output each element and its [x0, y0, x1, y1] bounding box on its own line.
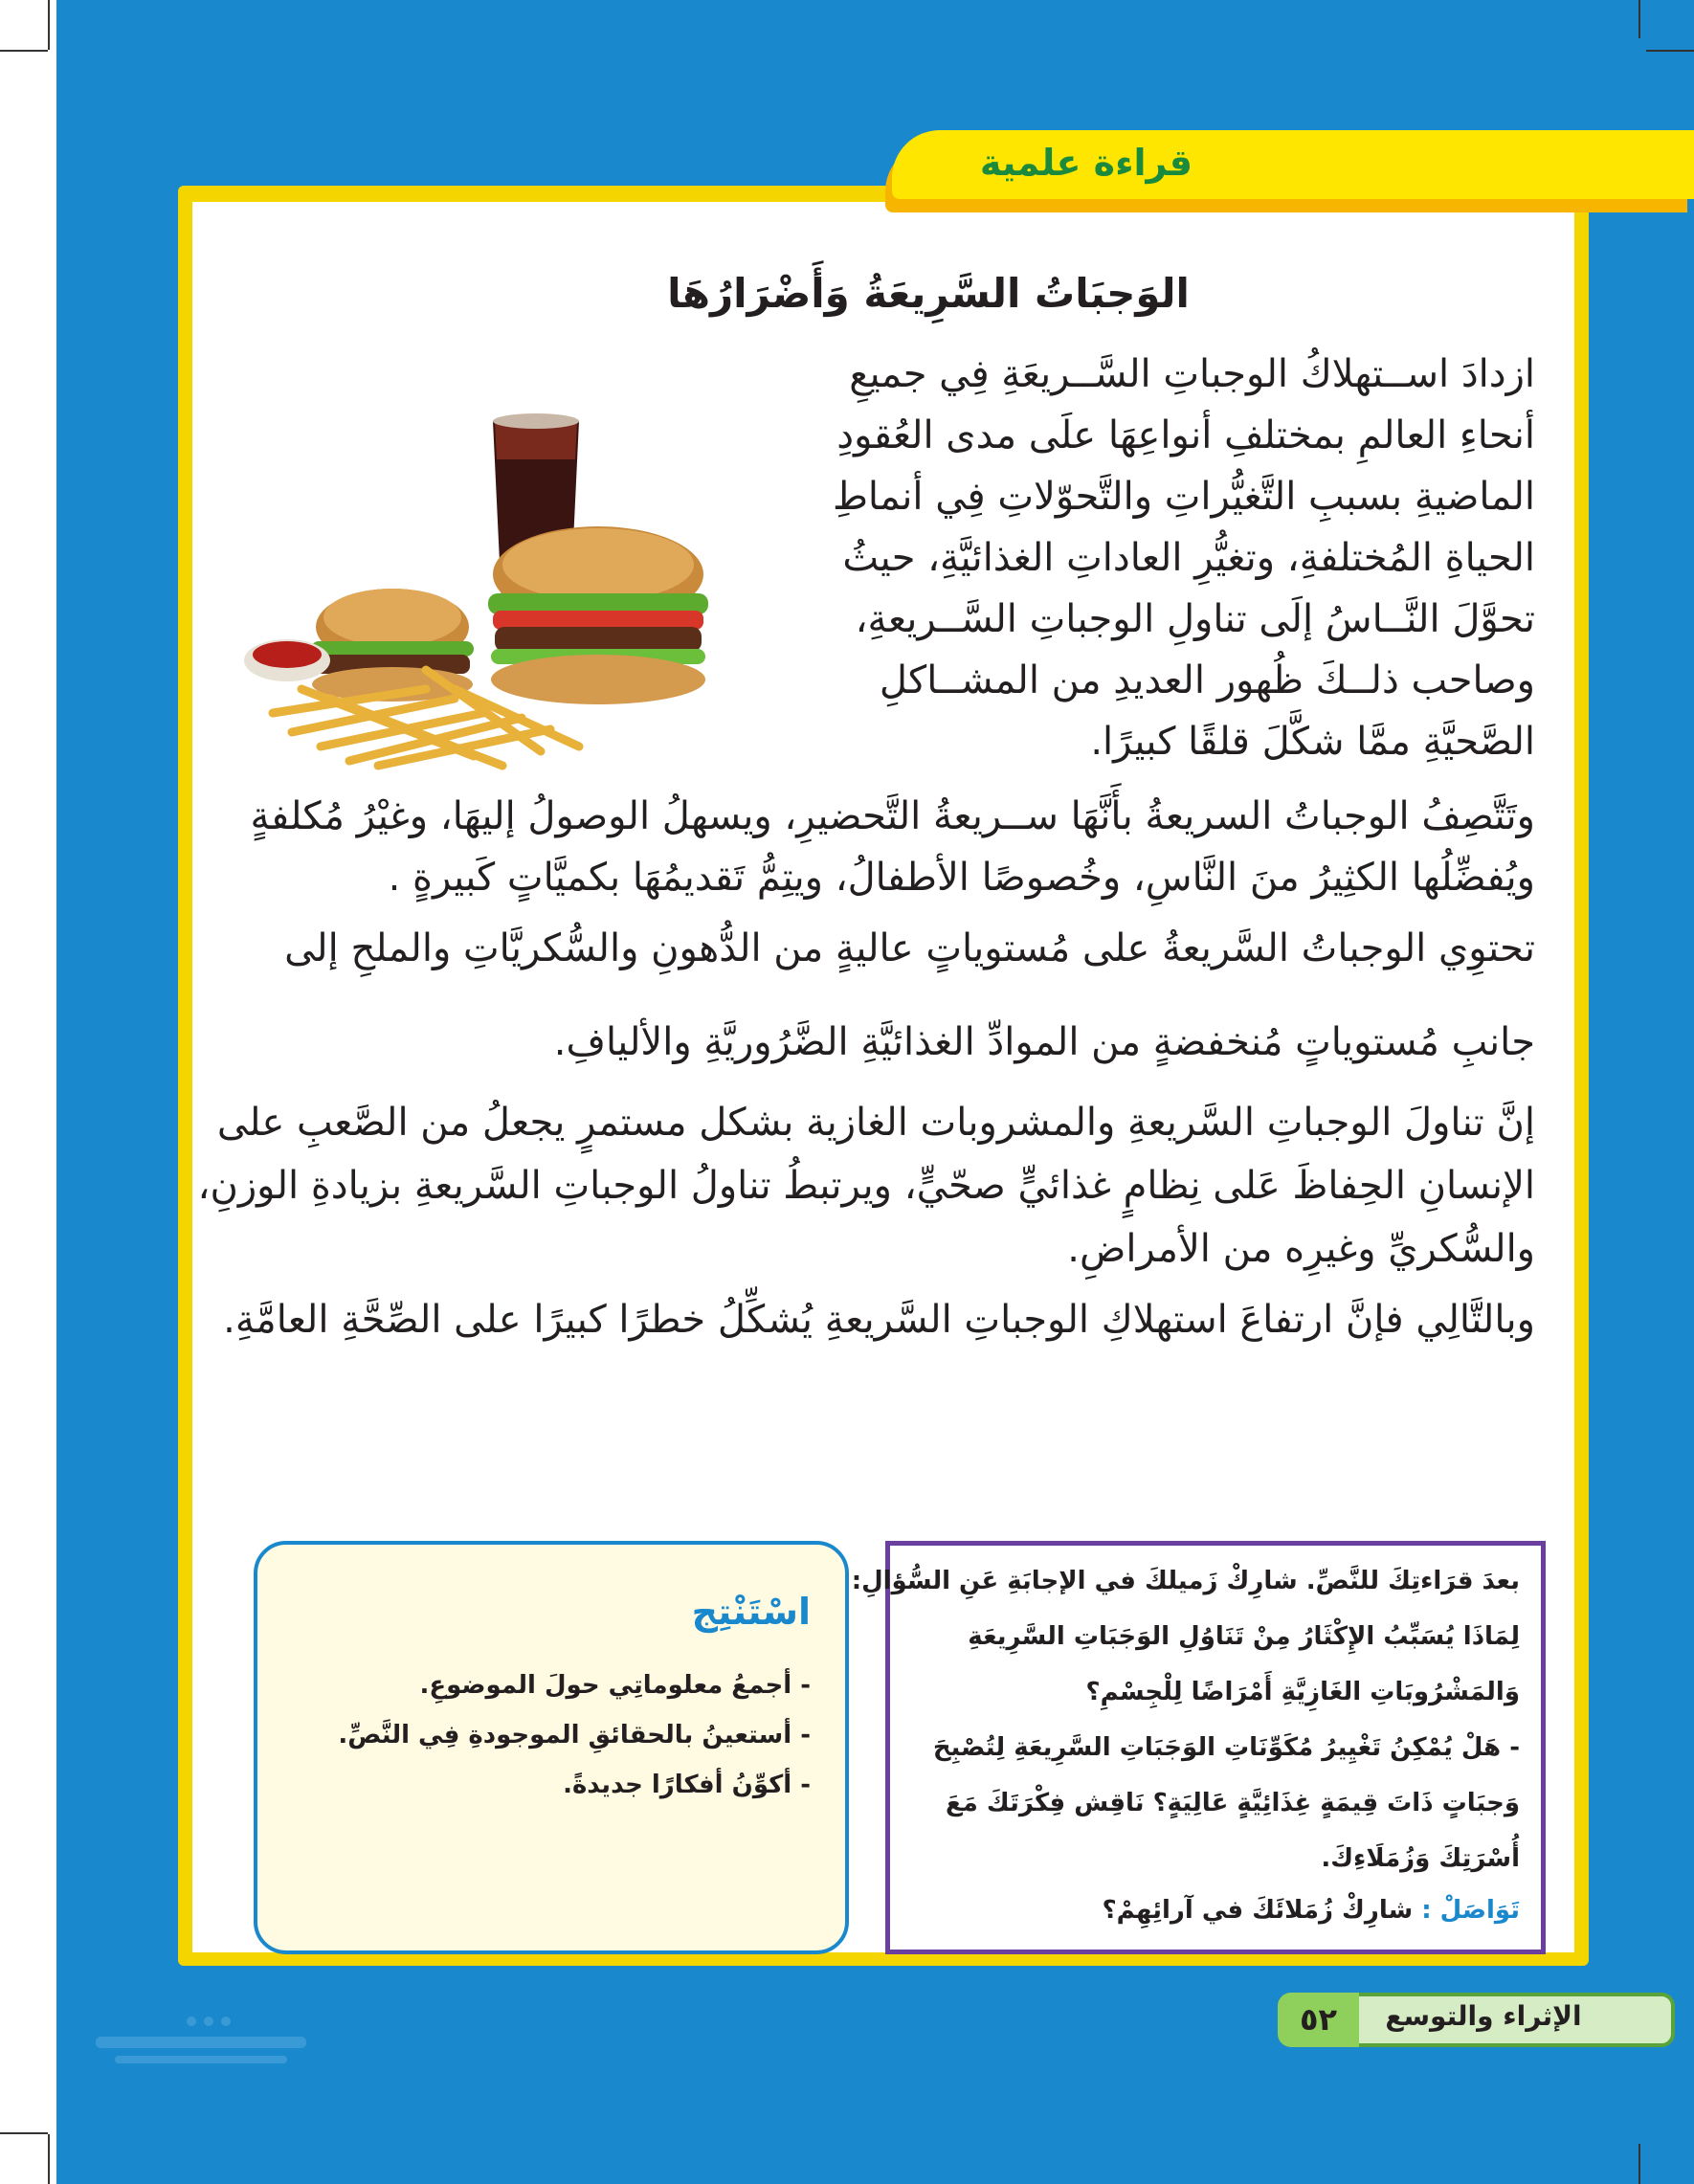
discuss-line: أُسْرَتِكَ وَزُمَلَاءِكَ.	[1321, 1844, 1520, 1873]
section-title: قراءة علمية	[979, 142, 1193, 184]
article-title: الوَجبَاتُ السَّرِيعَةُ وَأَضْرَارُهَا	[667, 270, 1190, 317]
crop-mark	[1638, 2144, 1640, 2184]
paragraph-line: وتَتَّصِفُ الوجباتُ السريعةُ بأَنَّهَا ســريعةُ التَّحضيرِ، ويسهلُ الوصولُ إليهَا، وغيْرُ مُكلفةٍ	[250, 794, 1535, 838]
discuss-line: لِمَاذَا يُسَبِّبُ الإِكْثَارُ مِنْ تَنَاوُلِ الوَجَبَاتِ السَّرِيعَةِ	[968, 1622, 1520, 1651]
conclude-item: - أكوِّنُ أفكارًا جديدةً.	[563, 1771, 811, 1799]
footer-label: الإثراء والتوسع	[1385, 2000, 1582, 2032]
discuss-line: - هَلْ يُمْكِنُ تَغْيِيرُ مُكَوِّنَاتِ الوَجَبَاتِ السَّرِيعَةِ لِتُصْبِحَ	[932, 1733, 1520, 1762]
crop-mark	[1638, 0, 1640, 38]
intro-line: الصَّحيَّةِ ممَّا شكَّلَ قلقًا كبيرًا.	[1090, 720, 1535, 764]
paragraph-line: إنَّ تناولَ الوجباتِ السَّريعةِ والمشروبات الغازية بشكل مستمرٍ يجعلُ من الصَّعبِ على	[216, 1101, 1535, 1145]
crop-mark	[48, 2134, 50, 2184]
paragraph-line: والسُّكريِّ وغيرِه من الأمراضِ.	[1067, 1227, 1535, 1271]
discuss-line: وَالمَشْرُوبَاتِ الغَازِيَّةِ أَمْرَاضًا لِلْجِسْمِ؟	[1085, 1678, 1520, 1706]
page-number: ٥٢	[1278, 1993, 1359, 2047]
intro-line: الحياةِ المُختلفةِ، وتغيُّرِ العاداتِ الغذائيَّةِ، حيثُ	[842, 536, 1535, 580]
ministry-logo	[86, 2010, 316, 2106]
discuss-line: بعدَ قرَاءتِكَ للنَّصِّ. شارِكْ زَميلكَ في الإجابَةِ عَنِ السُّؤالِ:	[851, 1567, 1520, 1595]
crop-mark	[1646, 50, 1694, 52]
paragraph-line: وبالتَّالِي فإنَّ ارتفاعَ استهلاكِ الوجباتِ السَّريعةِ يُشكِّلُ خطرًا كبيرًا على الصِّحَّةِ العامَّةِ.	[223, 1298, 1535, 1342]
paragraph-line: ويُفضِّلُها الكثِيرُ منَ النَّاسِ، وخُصوصًا الأطفالُ، ويتِمُّ تَقديمُهَا بكميَّاتٍ كَبيرةٍ .	[388, 856, 1535, 900]
conclude-box	[254, 1541, 849, 1954]
discuss-box	[851, 1541, 1546, 1954]
crop-mark	[0, 50, 48, 52]
communicate-line	[1103, 1896, 1520, 1925]
crop-mark	[48, 0, 50, 50]
intro-line: أنحاءِ العالمِ بمختلفِ أنواعِهَا علَى مدى العُقودِ	[836, 413, 1535, 457]
fast-food-image	[234, 383, 790, 775]
communicate-label: تَوَاصَلْ :	[1421, 1896, 1520, 1925]
intro-line: الماضيةِ بسببِ التَّغيُّراتِ والتَّحوّلاتِ فِي أنماطِ	[832, 475, 1535, 519]
conclude-item: - أجمعُ معلوماتِي حولَ الموضوعِ.	[419, 1671, 811, 1700]
communicate-text: شارِكْ زُمَلائَكَ في آرائِهِمْ؟	[1102, 1896, 1414, 1925]
paragraph-line: الإنسانِ الحِفاظَ عَلى نِظامٍ غذائيٍّ صحّيٍّ، ويرتبطُ تناولُ الوجباتِ السَّريعةِ بزيادةِ الوزنِ،	[197, 1164, 1535, 1208]
intro-line: تحوَّلَ النَّــاسُ إلَى تناولِ الوجباتِ السَّــريعةِ،	[855, 597, 1535, 641]
discuss-line: وَجبَاتٍ ذَاتَ قِيمَةٍ غِذَائِيَّةٍ عَالِيَةٍ؟ نَاقِش فِكْرَتَكَ مَعَ	[945, 1789, 1520, 1817]
intro-line: وصاحب ذلــكَ ظُهور العديدِ من المشــاكلِ	[879, 658, 1535, 702]
intro-line: ازدادَ اســتهلاكُ الوجباتِ السَّــريعَةِ فِي جميعِ	[849, 352, 1535, 396]
paragraph-line: جانبِ مُستوياتٍ مُنخفضةٍ من الموادِّ الغذائيَّةِ الضَّرُوريَّةِ والأليافِ.	[553, 1020, 1535, 1064]
crop-mark	[0, 2132, 48, 2134]
conclude-heading: اسْتَنْتِج	[691, 1591, 811, 1633]
conclude-item: - أستعينُ بالحقائقِ الموجودةِ فِي النَّصِّ.	[338, 1721, 811, 1749]
paragraph-line: تحتوِي الوجباتُ السَّريعةُ على مُستوياتٍ عاليةٍ من الدُّهونِ والسُّكريَّاتِ والملحِ إلى	[284, 926, 1535, 970]
